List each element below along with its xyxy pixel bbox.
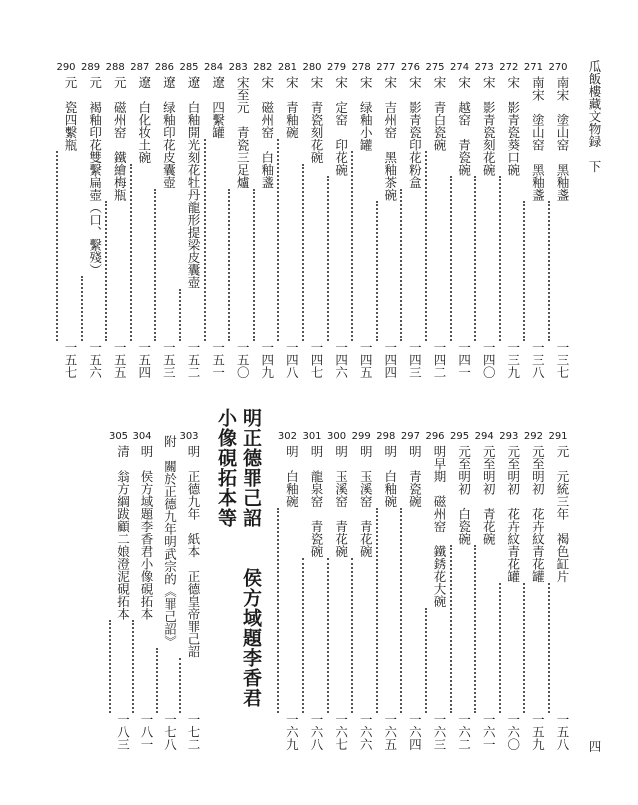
entry-number: 292 [523, 431, 543, 442]
running-title: 瓜飯樓藏文物録 下 [587, 60, 602, 173]
dot-leader [277, 139, 295, 341]
entry-number: 304 [132, 431, 152, 442]
toc-entry[interactable] [277, 62, 300, 378]
toc-entry[interactable] [327, 432, 347, 750]
entry-title: 宋 青白瓷碗 [432, 76, 447, 151]
entry-title: 宋 影青瓷刻花碗 [481, 76, 497, 176]
entry-page: 一六〇 [505, 712, 521, 750]
dot-leader [109, 620, 127, 713]
entry-title: 明 侯方域題李香君小像硯拓本 [139, 445, 154, 620]
entry-number: 293 [499, 431, 519, 442]
entry-page: 一八一 [139, 712, 154, 750]
entry-page: 一五七 [63, 340, 78, 378]
entry-title: 明早期 磁州窑 鐵銹花大碗 [432, 445, 447, 608]
toc-entry[interactable] [132, 432, 152, 750]
entry-title: 元 磁州窑 鐵繪梅瓶 [112, 76, 128, 201]
dot-leader [450, 176, 468, 341]
entry-page: 一四〇 [481, 340, 497, 378]
entry-number: 273 [474, 62, 494, 73]
entry-page: 一五〇 [235, 340, 251, 378]
dot-leader [425, 608, 443, 713]
dot-leader [474, 176, 492, 341]
toc-entry[interactable] [425, 63, 445, 378]
dot-leader [105, 201, 123, 341]
dot-leader [376, 201, 394, 341]
entry-page: 一四一 [456, 340, 472, 378]
entry-page: 一五五 [112, 340, 128, 378]
toc-entry[interactable] [327, 63, 347, 378]
entry-title: 清 翁方綱跋顧二娘澄泥硯拓本 [115, 445, 131, 620]
dot-leader [302, 558, 320, 713]
dot-leader [523, 201, 541, 341]
entry-page: 一四八 [284, 340, 300, 378]
entry-page: 一四六 [333, 340, 349, 378]
entry-title: 遼 白釉開光刻花牡丹龍形提梁皮囊壺 [186, 76, 201, 289]
entry-title: 元至明初 青花碗 [481, 445, 497, 545]
entry-page: 一五二 [186, 340, 201, 378]
dot-leader [277, 508, 295, 713]
entry-title: 明 正德九年 紙本 正德皇帝罪己詔 [186, 445, 201, 658]
entry-page: 一四三 [407, 340, 423, 378]
entry-page: 一三八 [530, 340, 546, 378]
toc-entry[interactable] [474, 62, 497, 378]
entry-page: 一四七 [309, 340, 324, 378]
entry-number: 283 [228, 62, 248, 73]
dot-leader [351, 151, 369, 341]
toc-entry[interactable] [302, 63, 322, 378]
entry-title: 宋 磁州窑 白釉盞 [259, 76, 275, 189]
entry-page: 一六六 [358, 712, 374, 750]
entry-title: 宋 绿釉小罐 [358, 76, 374, 151]
entry-title: 明 青瓷碗 [407, 445, 423, 508]
dot-leader [253, 189, 271, 341]
dot-leader [228, 189, 246, 341]
toc-entry[interactable] [179, 63, 199, 378]
entry-title: 宋 影青瓷印花粉盒 [407, 76, 423, 189]
dot-leader [548, 201, 566, 341]
page-number: 四 [587, 740, 602, 753]
dot-leader [327, 558, 345, 713]
entry-number: 286 [154, 62, 174, 73]
entry-page: 一五一 [210, 340, 226, 378]
toc-entry[interactable] [156, 432, 176, 750]
dot-leader [154, 189, 172, 341]
dot-leader [327, 176, 345, 341]
entry-number: 277 [376, 62, 396, 73]
entry-number: 296 [425, 431, 445, 442]
entry-page: 一五六 [87, 340, 103, 378]
entry-title: 南宋 塗山窑 黑釉盞 [555, 76, 570, 201]
entry-number: 297 [400, 431, 420, 442]
toc-entry[interactable] [56, 63, 76, 378]
dot-leader [351, 558, 369, 713]
entry-title: 元 褐釉印花雙繫扁壺（口、繫殘） [87, 76, 103, 276]
entry-page: 一四四 [382, 340, 398, 378]
toc-entry[interactable] [400, 62, 423, 378]
entry-page: 一六九 [284, 712, 300, 750]
entry-number: 285 [179, 62, 199, 73]
entry-number: 291 [548, 431, 568, 442]
entry-number: 275 [425, 62, 445, 73]
section-heading-line1: 明正德罪己詔 侯方域題李香君 [240, 408, 262, 708]
dot-leader [450, 545, 468, 713]
toc-entry[interactable] [105, 62, 128, 378]
entry-page: 一五三 [161, 340, 177, 378]
entry-page: 一七二 [186, 712, 201, 750]
entry-number: 282 [253, 62, 273, 73]
entry-page: 一六五 [382, 712, 398, 750]
entry-page: 一七八 [162, 712, 178, 750]
entry-page: 一五四 [136, 340, 152, 378]
entry-title: 遼 四繫罐 [210, 76, 226, 139]
dot-leader [400, 189, 418, 341]
toc-entry[interactable] [450, 432, 470, 750]
entry-page: 一六四 [407, 712, 423, 750]
dot-leader [56, 151, 74, 341]
dot-leader [179, 658, 197, 713]
entry-page: 一六八 [309, 712, 324, 750]
entry-page: 一三七 [555, 340, 570, 378]
entry-number: 302 [277, 431, 297, 442]
entry-page: 一六三 [432, 712, 447, 750]
toc-entry[interactable] [499, 432, 519, 750]
dot-leader [523, 583, 541, 713]
entry-title: 附 關於正德九年明武宗的《罪己詔》 [162, 435, 178, 648]
entry-page: 一六二 [456, 712, 472, 750]
entry-title: 宋 影青瓷葵口碗 [505, 76, 521, 176]
entry-title: 元至明初 白瓷碗 [456, 445, 472, 545]
dot-leader [474, 545, 492, 713]
dot-leader [130, 164, 148, 341]
entry-page: 一五八 [555, 712, 570, 750]
entry-number: 295 [450, 431, 470, 442]
entry-number: 299 [351, 431, 371, 442]
toc-entry[interactable] [204, 63, 224, 378]
entry-number: 287 [130, 62, 150, 73]
entry-title: 宋 定窑 印花碗 [333, 76, 349, 176]
entry-title: 元 元統三年 褐色缸片 [555, 445, 570, 583]
toc-entry[interactable] [400, 431, 423, 750]
entry-number: 284 [204, 62, 224, 73]
dot-leader [400, 508, 418, 713]
entry-page: 一三九 [505, 340, 521, 378]
entry-page: 一六一 [481, 712, 497, 750]
toc-entry[interactable] [351, 62, 374, 378]
dot-leader [376, 508, 394, 713]
entry-number: 281 [277, 62, 297, 73]
entry-page: 一八三 [115, 712, 131, 750]
entry-number: 270 [548, 62, 568, 73]
toc-entry[interactable] [499, 63, 519, 378]
toc-entry[interactable] [351, 431, 374, 750]
toc-entry[interactable] [425, 432, 445, 750]
entry-title: 宋至元 青瓷三足爐 [235, 76, 251, 189]
toc-entry[interactable] [154, 62, 177, 378]
dot-leader [204, 139, 222, 341]
entry-number: 289 [81, 62, 101, 73]
entry-title: 明 龍泉窑 青瓷碗 [309, 445, 324, 558]
toc-entry[interactable] [130, 63, 150, 378]
entry-title: 宋 越窑 青瓷碗 [456, 76, 472, 176]
entry-number: 290 [56, 62, 76, 73]
entry-number: 303 [179, 431, 199, 442]
toc-entry[interactable] [523, 62, 546, 378]
dot-leader [179, 289, 197, 341]
entry-number: 300 [327, 431, 347, 442]
entry-title: 南宋 塗山窑 黑釉盞 [530, 76, 546, 201]
entry-title: 明 玉溪窑 青花碗 [358, 445, 374, 558]
entry-number: 279 [327, 62, 347, 73]
entry-title: 宋 青瓷刻花碗 [309, 76, 324, 164]
entry-page: 一四九 [259, 340, 275, 378]
entry-number: 278 [351, 62, 371, 73]
toc-entry[interactable] [228, 62, 251, 378]
toc-entry[interactable] [474, 431, 497, 750]
dot-leader [499, 176, 517, 341]
toc-entry[interactable] [548, 63, 568, 378]
entry-title: 宋 青釉碗 [284, 76, 300, 139]
entry-title: 元至明初 花卉紋青花罐 [530, 445, 546, 583]
toc-entry[interactable] [81, 63, 101, 378]
entry-title: 元 瓷四繫瓶 [63, 76, 78, 151]
entry-title: 宋 吉州窑 黑釉茶碗 [382, 76, 398, 201]
entry-page: 一六七 [333, 712, 349, 750]
dot-leader [425, 151, 443, 341]
entry-number: 272 [499, 62, 519, 73]
section-heading-line2: 小像硯拓本等 [215, 408, 237, 528]
entry-number: 305 [108, 431, 129, 442]
dot-leader [548, 583, 566, 713]
entry-number: 280 [302, 62, 322, 73]
entry-title: 元至明初 花卉紋青花罐 [505, 445, 521, 583]
toc-entry[interactable] [376, 432, 396, 750]
entry-number: 298 [376, 431, 396, 442]
entry-page: 一四五 [358, 340, 374, 378]
entry-title: 明 白釉碗 [284, 445, 300, 508]
entry-page: 一五九 [530, 712, 546, 750]
toc-entry[interactable] [109, 432, 129, 750]
dot-leader [81, 276, 99, 341]
entry-title: 遼 绿釉印花皮囊壺 [161, 76, 177, 189]
entry-number: 294 [474, 431, 494, 442]
entry-title: 明 白釉碗 [382, 445, 398, 508]
entry-number: 288 [105, 62, 125, 73]
dot-leader [499, 583, 517, 713]
entry-page: 一四二 [432, 340, 447, 378]
toc-entry[interactable] [253, 63, 273, 378]
entry-number: 271 [523, 62, 543, 73]
toc-entry[interactable] [302, 432, 322, 750]
toc-entry[interactable] [450, 63, 470, 378]
dot-leader [156, 648, 174, 713]
toc-entry[interactable] [548, 432, 568, 750]
entry-number: 274 [450, 62, 470, 73]
entry-title: 明 玉溪窑 青花碗 [333, 445, 349, 558]
entry-title: 遼 白化妆土碗 [136, 76, 152, 164]
entry-number: 301 [302, 431, 322, 442]
toc-entry[interactable] [523, 431, 546, 750]
dot-leader [132, 620, 150, 713]
dot-leader [302, 164, 320, 341]
toc-entry[interactable] [376, 63, 396, 378]
toc-entry[interactable] [179, 432, 199, 750]
entry-number: 276 [400, 62, 420, 73]
toc-entry[interactable] [277, 431, 300, 750]
